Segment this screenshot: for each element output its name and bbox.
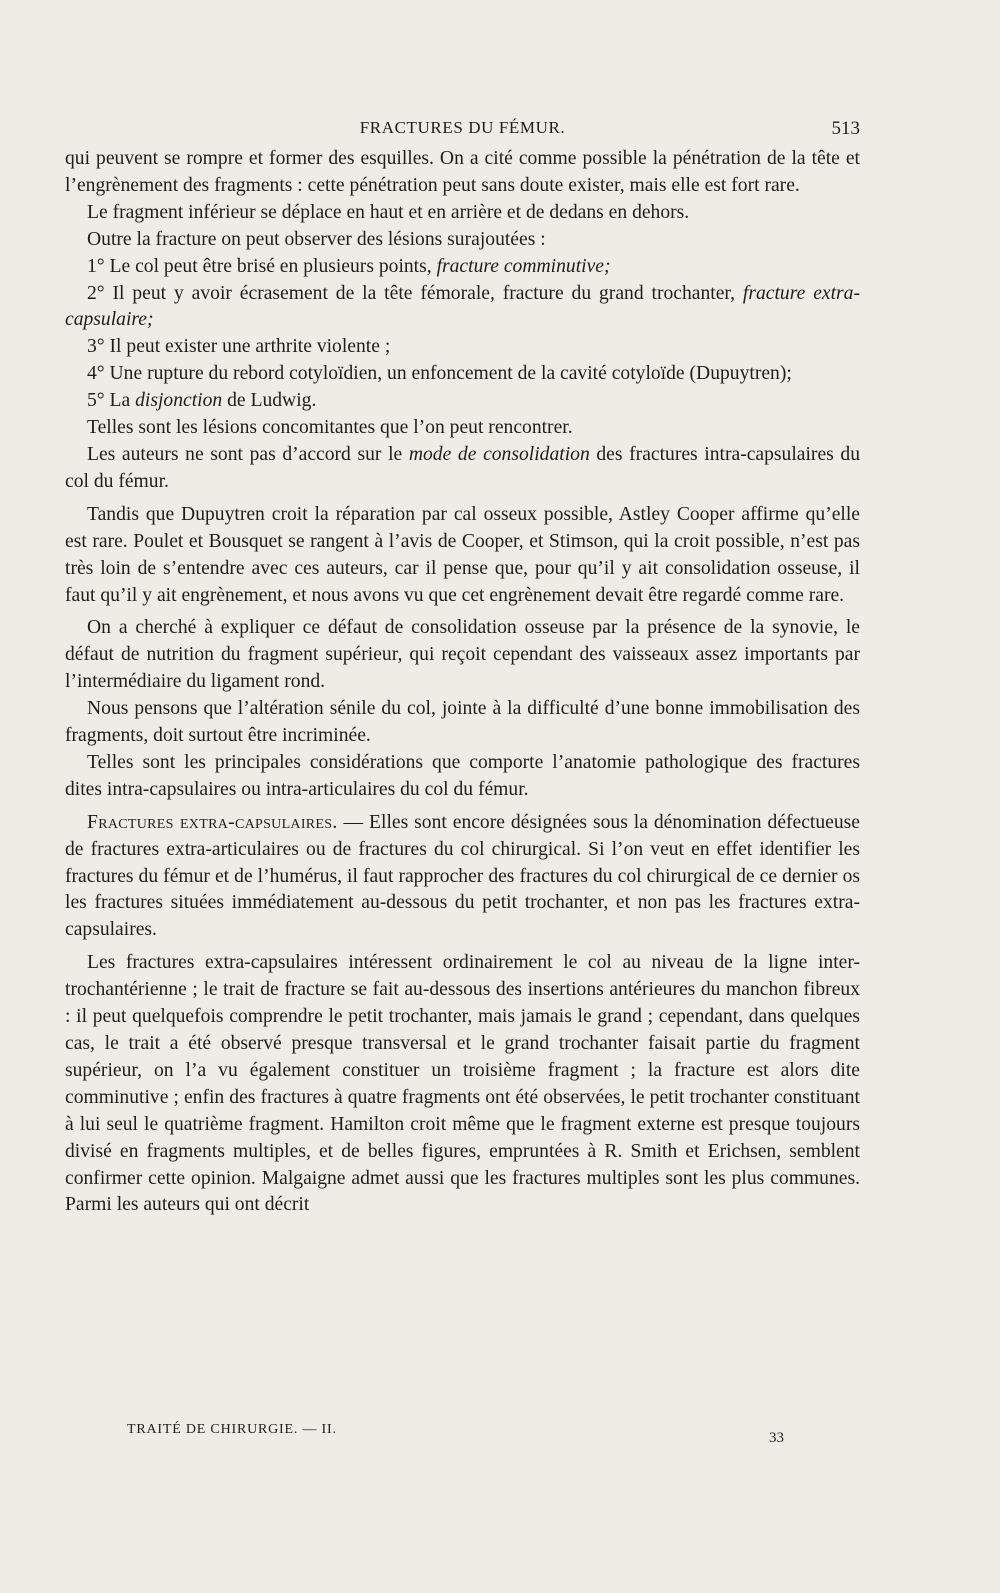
paragraph xyxy=(65,388,860,415)
paragraph xyxy=(65,146,860,200)
text-run: 4° Une rupture du rebord cotyloïdien, un enfoncement de la cavité cotyloïde (Dupuytren); xyxy=(87,363,792,385)
paragraph xyxy=(65,281,860,335)
section-heading: Fractures extra-capsulaires. xyxy=(87,811,338,833)
page-header xyxy=(65,116,860,142)
text-run: Le fragment inférieur se déplace en haut et en arrière et de dedans en dehors. xyxy=(87,201,690,223)
paragraph xyxy=(65,810,860,945)
paragraph xyxy=(65,750,860,804)
paragraph xyxy=(65,334,860,361)
text-run: Les auteurs ne sont pas d’accord sur le xyxy=(87,443,409,465)
paragraph xyxy=(65,615,860,696)
text-run: 2° Il peut y avoir écrasement de la tête fémorale, fracture du grand trochanter, xyxy=(87,282,743,304)
italic-term: disjonction xyxy=(135,390,223,412)
text-run: des fractures intra-capsulaires du col du fémur. xyxy=(65,443,861,492)
text-run: Tandis que Dupuytren croit la réparation par cal osseux possible, Astley Cooper affirme qu’elle est rare. Poulet et Bousquet se rangent à l’avis de Cooper, et Stimson, qui la croit possible, n’est pas très loin de s’entendre avec ces auteurs, car il pense que, pour qu’il y ait consolidation osseuse, il faut qu’il y ait engrènement, et nous avons vu que cet engrènement devait être regardé comme rare. xyxy=(65,503,860,606)
text-run: Outre la fracture on peut observer des lésions surajoutées : xyxy=(87,228,546,250)
text-run: Les fractures extra-capsulaires intéressent ordinairement le col au niveau de la ligne inter-trochantérienne ; le trait de fracture se fait au-dessous des insertions antérieures du manchon fibreux : il peut quelquefois comprendre le petit trochanter, mais jamais le grand ; cependant, dans quelques cas, le trait a été observé presque transversal et le grand trochanter faisait partie du fragment supérieur, on l’a vu également constituer un troisième fragment ; la fracture est alors dite comminutive ; enfin des fractures à quatre fragments ont été observées, le petit trochanter constituant à lui seul le quatrième fragment. Hamilton croit même que le fragment externe est presque toujours divisé en fragments multiples, et de belles figures, empruntées à R. Smith et Erichsen, semblent confirmer cette opinion. Malgaigne admet aussi que les fractures multiples sont les plus communes. Parmi les auteurs qui ont décrit xyxy=(65,952,860,1216)
text-run: 3° Il peut exister une arthrite violente ; xyxy=(87,336,391,358)
text-run: 1° Le col peut être brisé en plusieurs points, xyxy=(87,255,437,277)
paragraph xyxy=(65,415,860,442)
paragraph xyxy=(65,200,860,227)
paragraph xyxy=(65,502,860,610)
text-run: Nous pensons que l’altération sénile du col, jointe à la difficulté d’une bonne immobilisation des fragments, doit surtout être incriminée. xyxy=(65,698,860,747)
signature-mark: 33 xyxy=(769,1430,784,1446)
page-footer xyxy=(65,1420,860,1450)
text-run: Telles sont les principales considérations que comporte l’anatomie pathologique des fractures dites intra-capsulaires ou intra-articulaires du col du fémur. xyxy=(65,751,860,800)
paragraph xyxy=(65,442,860,496)
italic-term: fracture extra-capsulaire; xyxy=(65,282,860,331)
text-run: On a cherché à expliquer ce défaut de consolidation osseuse par la présence de la synovie, le défaut de nutrition du fragment supérieur, qui reçoit cependant des vaisseaux assez importants par l’intermédiaire du ligament rond. xyxy=(65,617,860,693)
page-number: 513 xyxy=(831,118,860,139)
italic-term: mode de consolidation xyxy=(408,443,590,465)
italic-term: fracture comminutive; xyxy=(436,255,611,277)
paragraph xyxy=(65,227,860,254)
text-run: de Ludwig. xyxy=(222,390,317,412)
text-run: 5° La xyxy=(87,390,136,412)
text-run: — Elles sont encore désignées sous la dénomination défectueuse de fractures extra-articulaires ou de fractures du col chirurgical. Si l’on veut en effet identifier les fractures du fémur et de l’humérus, il faut rapprocher des fractures du col chirurgical de ce dernier os les fractures situées immédiatement au-dessous du petit trochanter, et non pas les fractures extra-capsulaires. xyxy=(65,811,860,941)
page-body xyxy=(65,146,860,1219)
paragraph xyxy=(65,696,860,750)
paragraph xyxy=(65,254,860,281)
text-run: qui peuvent se rompre et former des esquilles. On a cité comme possible la pénétration de la tête et l’engrènement des fragments : cette pénétration peut sans doute exister, mais elle est fort rare. xyxy=(65,148,860,196)
running-title: FRACTURES DU FÉMUR. xyxy=(359,118,566,137)
paragraph xyxy=(65,361,860,388)
text-run: Telles sont les lésions concomitantes que l’on peut rencontrer. xyxy=(87,417,573,439)
paragraph xyxy=(65,950,860,1219)
footer-book-title: TRAITÉ DE CHIRURGIE. — II. xyxy=(127,1422,337,1437)
